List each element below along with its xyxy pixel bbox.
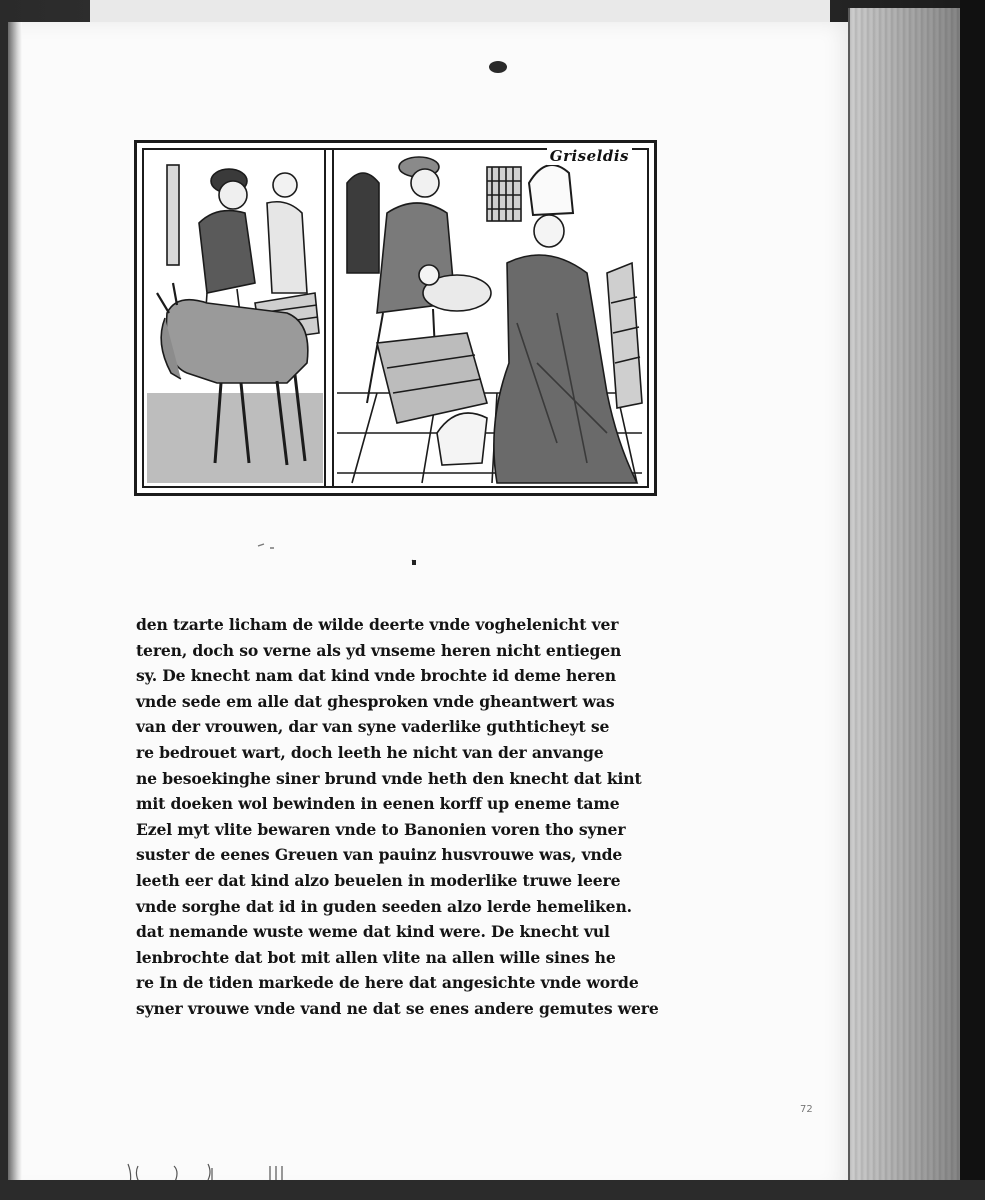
text-line: re In de tiden markede de here dat angesichte vnde worde — [136, 973, 639, 993]
text-line: vnde sorghe dat id in guden seeden alzo lerde hemeliken. — [136, 896, 632, 916]
woodcut-illustration — [134, 140, 657, 496]
body-text — [136, 612, 666, 1022]
text-line: sy. De knecht nam dat kind vnde brochte id deme heren — [136, 666, 616, 686]
text-line: leeth eer dat kind alzo beuelen in moderlike truwe leere — [136, 870, 621, 890]
woodcut-drawing — [137, 143, 654, 493]
woodcut-caption: Griseldis — [547, 147, 632, 165]
stray-ink-specks — [250, 530, 450, 570]
text-line: van der vrouwen, dar van syne vaderlike guthticheyt se — [136, 717, 610, 737]
book-fore-edge — [848, 8, 968, 1186]
text-line: dat nemande wuste weme dat kind were. De knecht vul — [136, 922, 610, 942]
ink-blot — [486, 58, 510, 76]
text-line: lenbrochte dat bot mit allen vlite na allen wille sines he — [136, 947, 616, 967]
text-line: den tzarte licham de wilde deerte vnde voghelenicht ver — [136, 615, 619, 634]
text-line: vnde sede em alle dat ghesproken vnde gheantwert was — [136, 691, 615, 711]
text-line: syner vrouwe vnde vand ne dat se enes andere gemutes were — [136, 998, 659, 1018]
right-panel — [337, 157, 642, 483]
text-line: teren, doch so verne als yd vnseme heren nicht entiegen — [136, 640, 622, 660]
scan-edge-shadow — [960, 0, 985, 1200]
left-panel — [147, 165, 323, 483]
scan-bottom-edge — [0, 1180, 985, 1200]
folio-number: 72 — [800, 1104, 813, 1115]
text-line: suster de eenes Greuen van pauinz husvrouwe was, vnde — [136, 845, 623, 865]
text-line: re bedrouet wart, doch leeth he nicht van der anvange — [136, 742, 604, 762]
text-line: ne besoekinghe siner brund vnde heth den knecht dat kint — [136, 768, 642, 788]
page-gutter-shadow — [8, 22, 22, 1192]
text-line: mit doeken wol bewinden in eenen korff up eneme tame — [136, 794, 620, 814]
text-line: Ezel myt vlite bewaren vnde to Banonien voren tho syner — [136, 819, 626, 839]
